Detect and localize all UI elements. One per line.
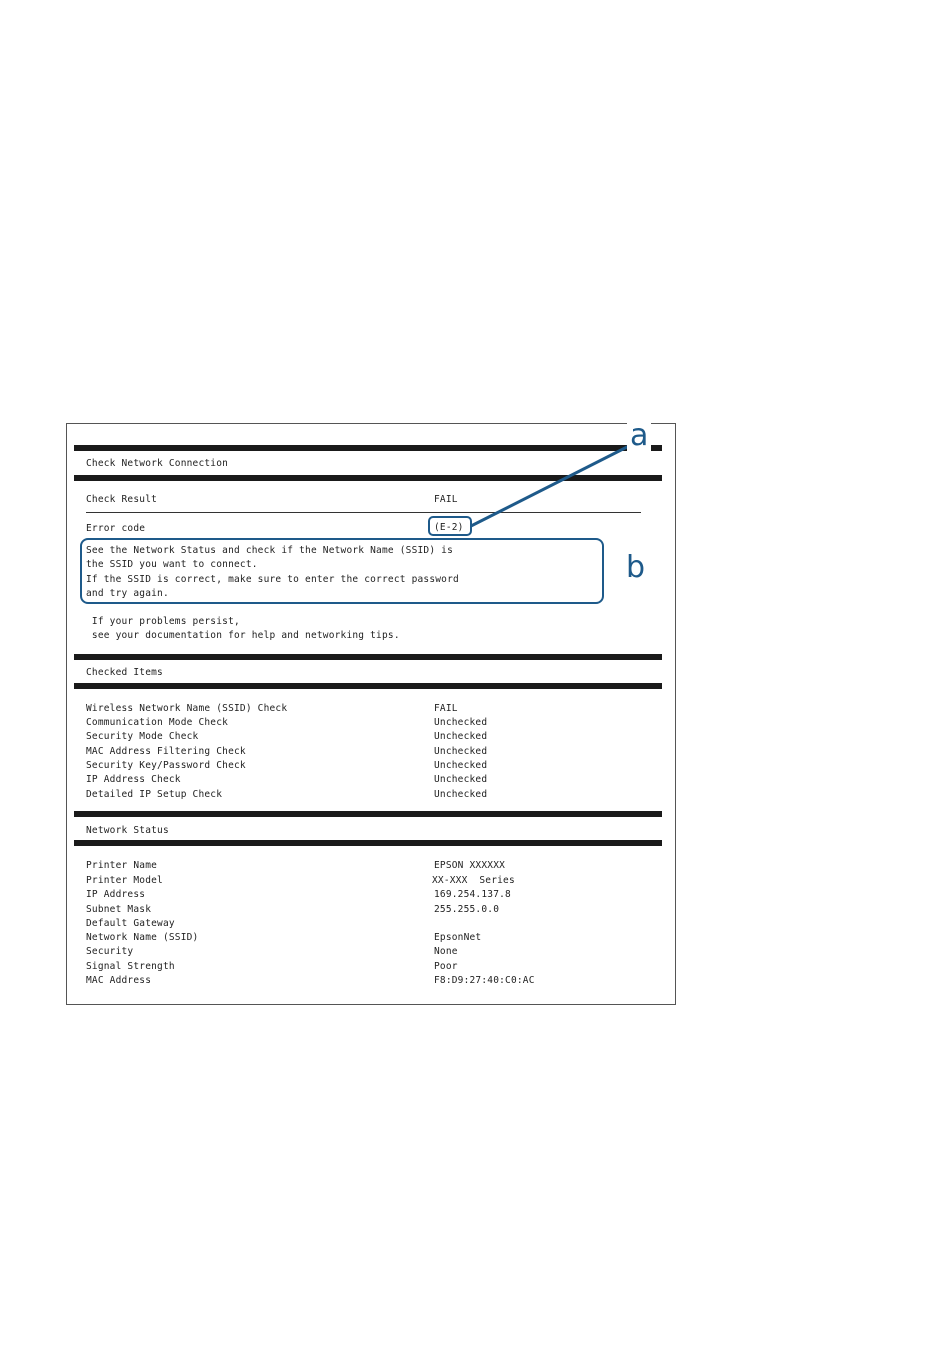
status-value: 169.254.137.8 (434, 889, 511, 900)
checked-item-value: FAIL (434, 703, 458, 714)
checked-item-value: Unchecked (434, 774, 488, 785)
status-label: Subnet Mask (86, 904, 152, 915)
check-result-value: FAIL (434, 494, 458, 505)
error-code-label: Error code (86, 523, 146, 534)
status-label: Network Name (SSID) (86, 932, 199, 943)
checked-item-label: Detailed IP Setup Check (86, 789, 223, 800)
status-label: Printer Name (86, 860, 158, 871)
checked-item-value: Unchecked (434, 789, 488, 800)
network-status-title: Network Status (86, 825, 169, 836)
status-value: None (434, 946, 458, 957)
status-label: IP Address (86, 889, 146, 900)
callout-a-label: a (627, 418, 651, 453)
status-value: EpsonNet (434, 932, 482, 943)
checked-item-label: Security Key/Password Check (86, 760, 246, 771)
network-report-sheet (66, 418, 676, 1005)
status-label: Printer Model (86, 875, 163, 886)
message-line-4: and try again. (86, 588, 169, 599)
checked-item-value: Unchecked (434, 746, 488, 757)
error-code-value: (E-2) (434, 522, 464, 533)
checked-item-label: IP Address Check (86, 774, 181, 785)
checked-item-value: Unchecked (434, 731, 488, 742)
status-value: Poor (434, 961, 458, 972)
report-title: Check Network Connection (86, 458, 229, 469)
message-line-1: See the Network Status and check if the Network Name (SSID) is (86, 545, 454, 556)
checked-item-label: Wireless Network Name (SSID) Check (86, 703, 288, 714)
checked-item-label: MAC Address Filtering Check (86, 746, 246, 757)
callout-b-label: b (626, 550, 646, 585)
status-value: EPSON XXXXXX (434, 860, 506, 871)
message-line-2: the SSID you want to connect. (86, 559, 258, 570)
callout-a-leader-line (67, 424, 677, 1006)
status-label: MAC Address (86, 975, 152, 986)
persist-line-2: see your documentation for help and networking tips. (86, 630, 400, 641)
checked-items-title: Checked Items (86, 667, 163, 678)
checked-item-value: Unchecked (434, 760, 488, 771)
status-label: Default Gateway (86, 918, 175, 929)
status-value: XX-XXX Series (432, 875, 515, 886)
status-value: F8:D9:27:40:C0:AC (434, 975, 535, 986)
checked-item-label: Communication Mode Check (86, 717, 229, 728)
status-label: Signal Strength (86, 961, 175, 972)
message-line-3: If the SSID is correct, make sure to enter the correct password (86, 574, 459, 585)
checked-item-label: Security Mode Check (86, 731, 199, 742)
status-value: 255.255.0.0 (434, 904, 500, 915)
status-label: Security (86, 946, 134, 957)
checked-item-value: Unchecked (434, 717, 488, 728)
check-result-label: Check Result (86, 494, 158, 505)
persist-line-1: If your problems persist, (86, 616, 240, 627)
